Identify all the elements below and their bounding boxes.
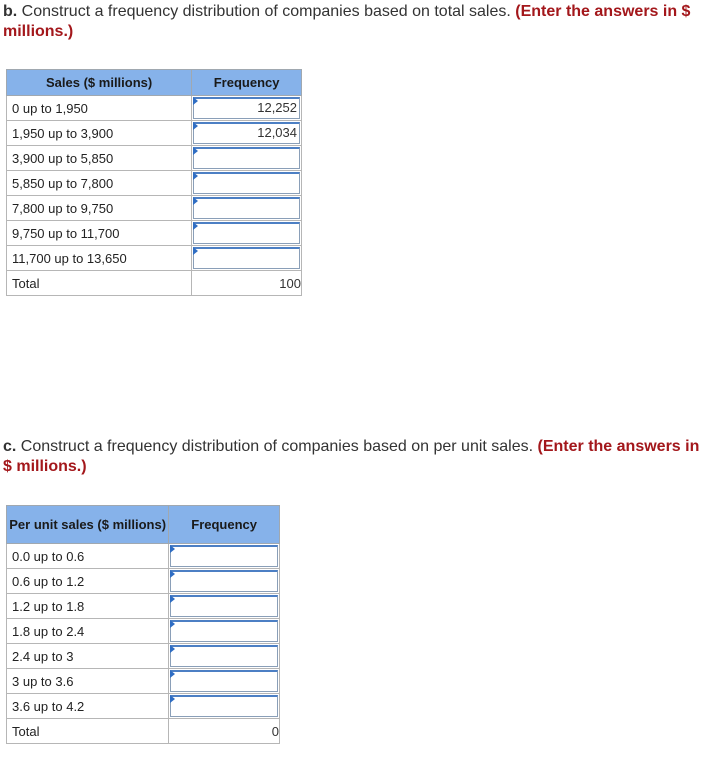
class-interval-label: 0 up to 1,950 [7, 96, 192, 121]
question-c [3, 437, 709, 477]
class-interval-label: 3,900 up to 5,850 [7, 146, 192, 171]
frequency-input[interactable] [193, 222, 300, 244]
frequency-cell [192, 146, 302, 171]
table-row [7, 96, 302, 121]
frequency-input[interactable] [170, 670, 278, 692]
table-row [7, 694, 280, 719]
frequency-cell [169, 644, 280, 669]
input-marker-icon [170, 670, 175, 678]
input-marker-icon [193, 222, 198, 230]
table-header-row [7, 70, 302, 96]
per-unit-sales-frequency-table [6, 505, 280, 744]
question-letter: c. [3, 438, 17, 455]
class-interval-label: 3 up to 3.6 [7, 669, 169, 694]
table-row [7, 644, 280, 669]
input-marker-icon [170, 570, 175, 578]
total-value: 100 [192, 271, 302, 296]
frequency-cell [169, 669, 280, 694]
frequency-cell [169, 694, 280, 719]
input-marker-icon [170, 645, 175, 653]
frequency-cell [192, 196, 302, 221]
column-header-frequency: Frequency [192, 70, 302, 96]
table-row [7, 619, 280, 644]
column-header-sales: Sales ($ millions) [7, 70, 192, 96]
frequency-input[interactable] [170, 695, 278, 717]
class-interval-label: 11,700 up to 13,650 [7, 246, 192, 271]
frequency-cell [192, 96, 302, 121]
table-row [7, 196, 302, 221]
total-label: Total [7, 719, 169, 744]
column-header-frequency: Frequency [169, 506, 280, 544]
frequency-cell [169, 569, 280, 594]
input-marker-icon [170, 595, 175, 603]
frequency-cell [192, 246, 302, 271]
input-marker-icon [193, 147, 198, 155]
frequency-input[interactable]: 12,252 [193, 97, 300, 119]
frequency-input[interactable] [170, 595, 278, 617]
table-row [7, 121, 302, 146]
table-row [7, 669, 280, 694]
frequency-cell [192, 121, 302, 146]
total-row [7, 271, 302, 296]
table-header-row [7, 506, 280, 544]
class-interval-label: 0.0 up to 0.6 [7, 544, 169, 569]
input-marker-icon [170, 695, 175, 703]
total-sales-frequency-table [6, 69, 302, 296]
frequency-input[interactable] [193, 147, 300, 169]
class-interval-label: 5,850 up to 7,800 [7, 171, 192, 196]
frequency-cell [192, 171, 302, 196]
class-interval-label: 1.8 up to 2.4 [7, 619, 169, 644]
frequency-input[interactable] [170, 620, 278, 642]
frequency-input[interactable] [170, 570, 278, 592]
frequency-input[interactable]: 12,034 [193, 122, 300, 144]
question-prompt: Construct a frequency distribution of companies based on per unit sales. [16, 438, 538, 455]
question-letter: b. [3, 3, 18, 20]
frequency-input[interactable] [193, 172, 300, 194]
class-interval-label: 0.6 up to 1.2 [7, 569, 169, 594]
input-marker-icon [193, 122, 198, 130]
table-row [7, 594, 280, 619]
class-interval-label: 7,800 up to 9,750 [7, 196, 192, 221]
question-note: (Enter the answers in $ millions.) [3, 3, 691, 40]
class-interval-label: 2.4 up to 3 [7, 644, 169, 669]
total-value: 0 [169, 719, 280, 744]
question-note: (Enter the answers in $ millions.) [3, 438, 700, 475]
class-interval-label: 1.2 up to 1.8 [7, 594, 169, 619]
frequency-input[interactable] [193, 197, 300, 219]
input-marker-icon [193, 197, 198, 205]
class-interval-label: 9,750 up to 11,700 [7, 221, 192, 246]
frequency-cell [169, 619, 280, 644]
frequency-input[interactable] [193, 247, 300, 269]
frequency-cell [169, 594, 280, 619]
table-row [7, 544, 280, 569]
input-marker-icon [170, 545, 175, 553]
input-marker-icon [170, 620, 175, 628]
class-interval-label: 3.6 up to 4.2 [7, 694, 169, 719]
table-row [7, 246, 302, 271]
question-prompt: Construct a frequency distribution of companies based on total sales. [17, 3, 516, 20]
input-marker-icon [193, 247, 198, 255]
table-row [7, 146, 302, 171]
column-header-per-unit-sales: Per unit sales ($ millions) [7, 506, 169, 544]
frequency-input[interactable] [170, 545, 278, 567]
table-row [7, 221, 302, 246]
frequency-cell [192, 221, 302, 246]
total-label: Total [7, 271, 192, 296]
input-marker-icon [193, 172, 198, 180]
table-row [7, 569, 280, 594]
frequency-cell [169, 544, 280, 569]
total-row [7, 719, 280, 744]
frequency-input[interactable] [170, 645, 278, 667]
input-marker-icon [193, 97, 198, 105]
table-row [7, 171, 302, 196]
question-b [3, 2, 709, 42]
class-interval-label: 1,950 up to 3,900 [7, 121, 192, 146]
